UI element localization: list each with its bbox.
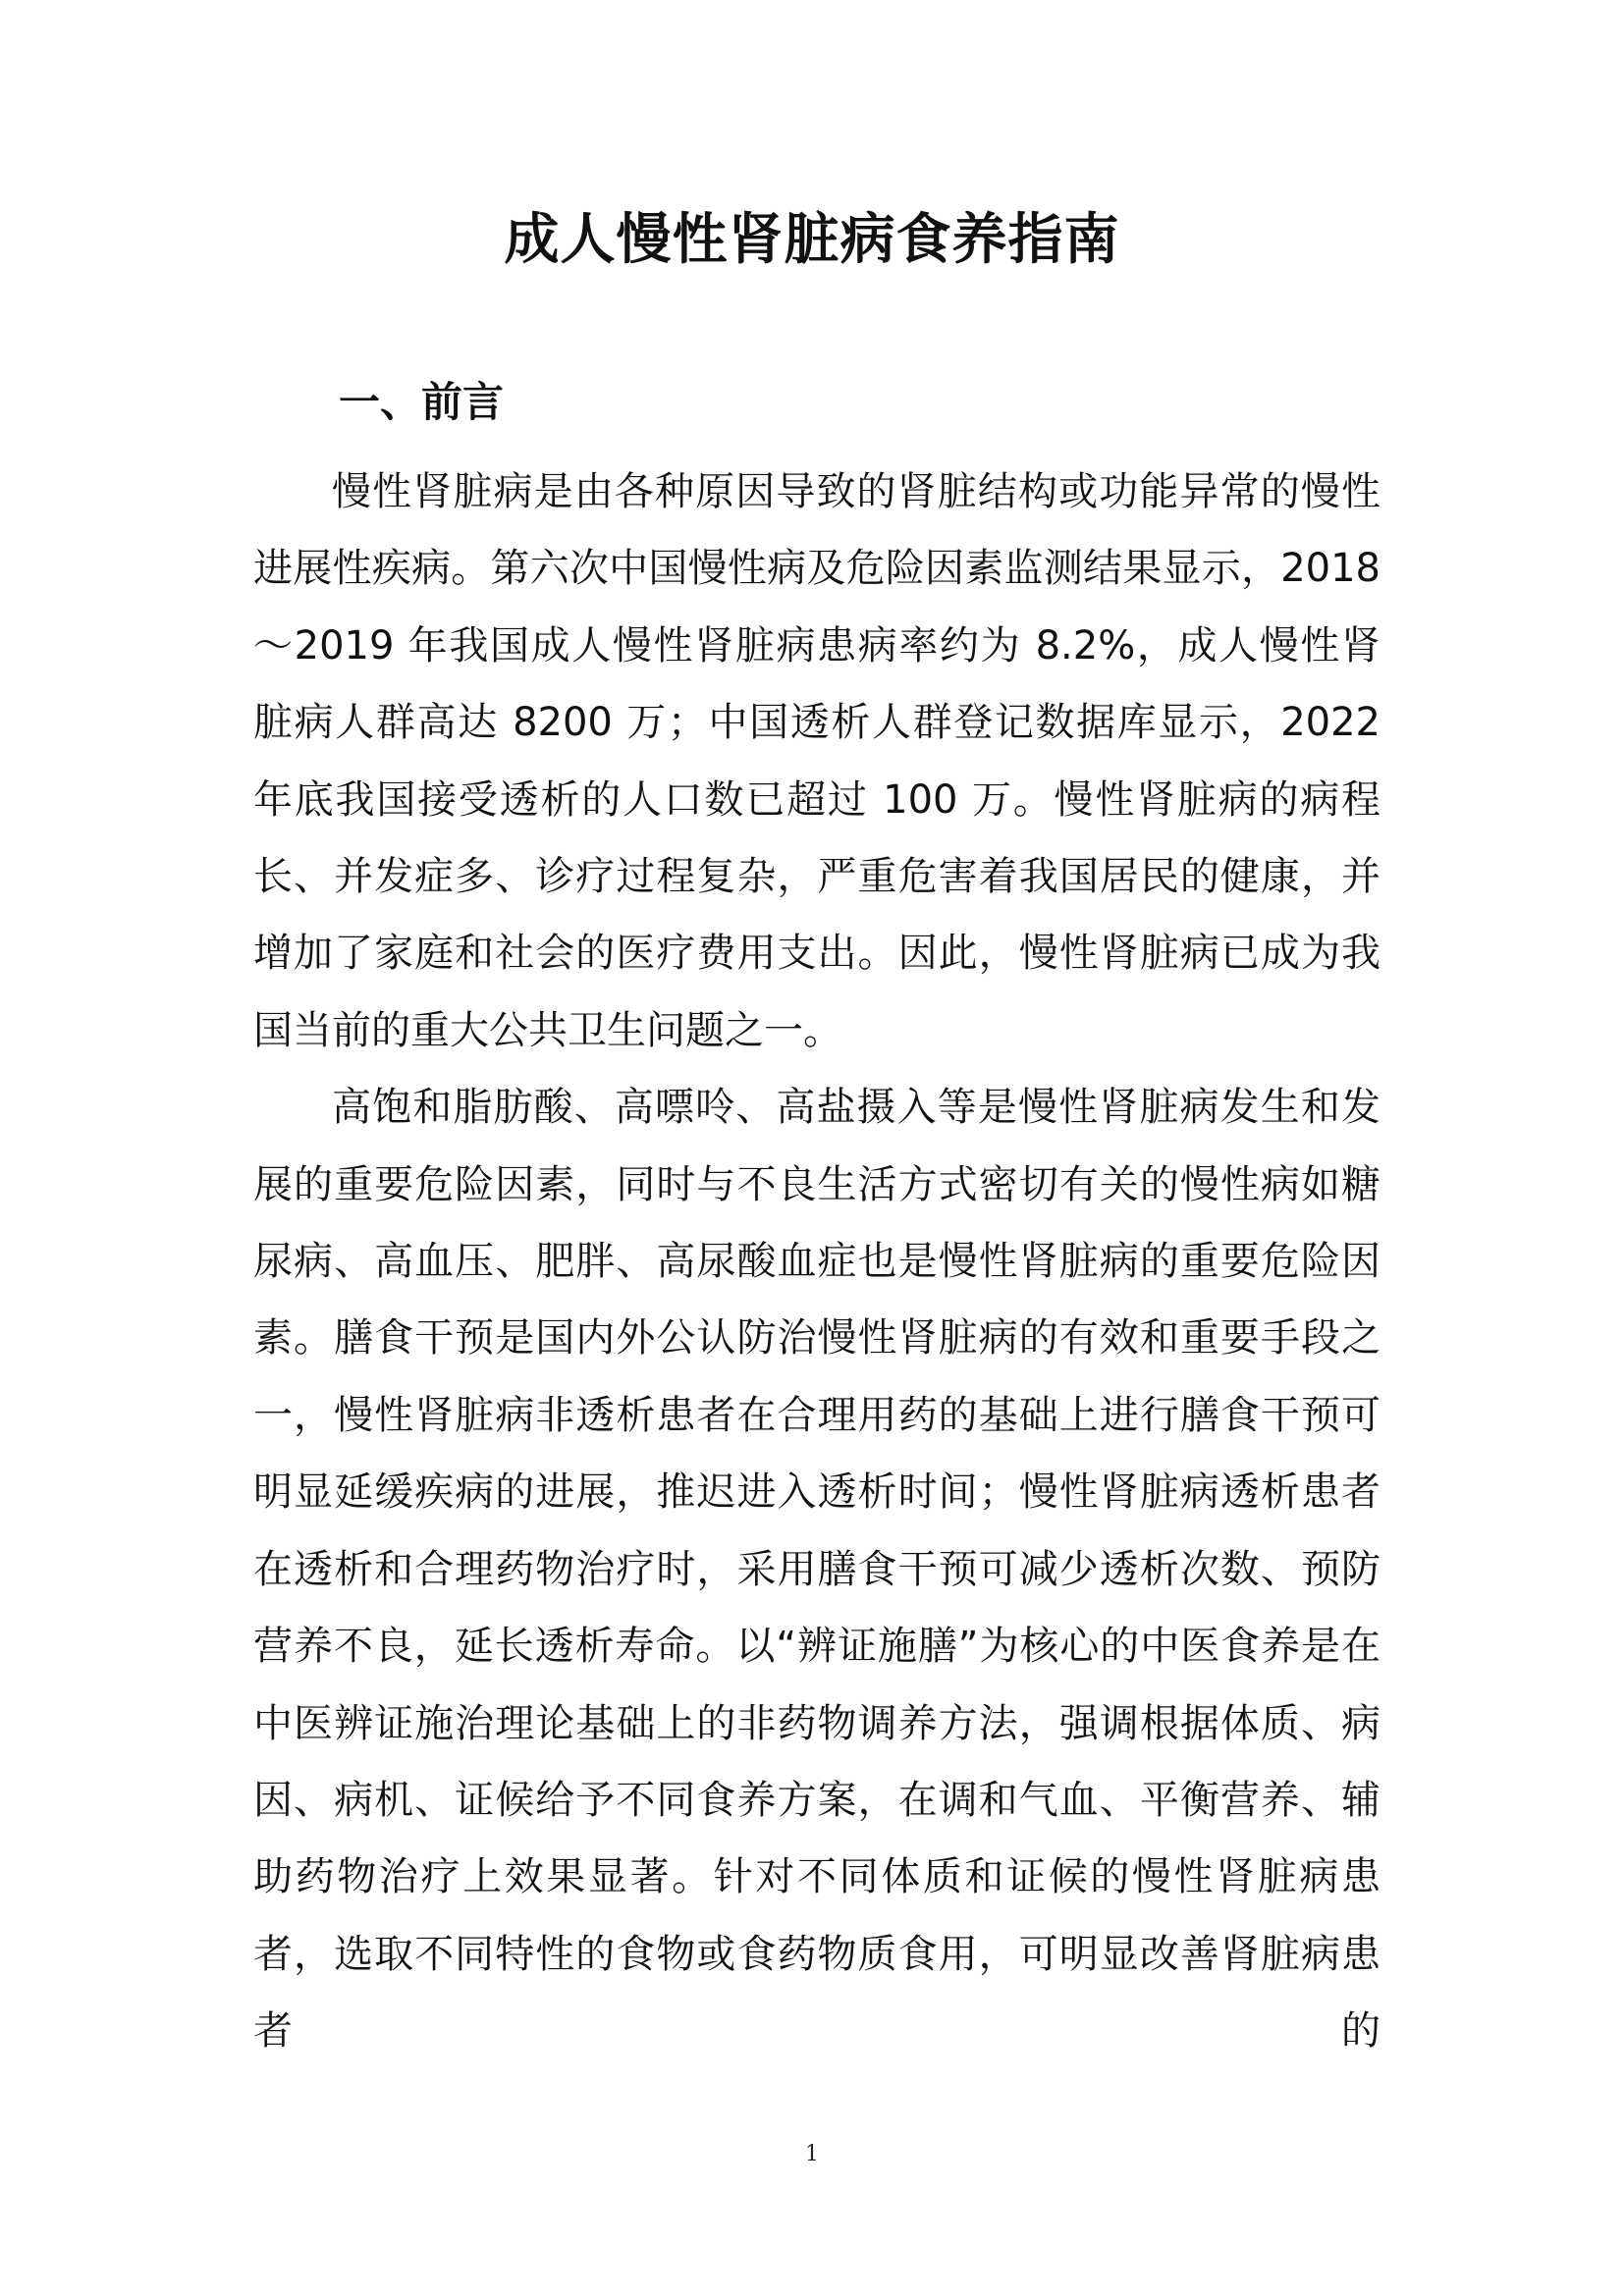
paragraph-1: 慢性肾脏病是由各种原因导致的肾脏结构或功能异常的慢性进展性疾病。第六次中国慢性病及危险因素监测结果显示，2018～2019 年我国成人慢性肾脏病患病率约为 8.2%，成人慢性肾脏病人群高达 8200 万；中国透析人群登记数据库显示，2022 年底我国接受透析的人口数已超过 100 万。慢性肾脏病的病程长、并发症多、诊疗过程复杂，严重危害着我国居民的健康，并增加了家庭和社会的医疗费用支出。因此，慢性肾脏病已成为我国当前的重大公共卫生问题之一。 (253, 469, 1380, 1053)
section-heading: 一、前言 (339, 378, 505, 426)
paragraph-2: 高饱和脂肪酸、高嘌呤、高盐摄入等是慢性肾脏病发生和发展的重要危险因素，同时与不良生活方式密切有关的慢性病如糖尿病、高血压、肥胖、高尿酸血症也是慢性肾脏病的重要危险因素。膳食干预是国内外公认防治慢性肾脏病的有效和重要手段之一，慢性肾脏病非透析患者在合理用药的基础上进行膳食干预可明显延缓疾病的进展，推迟进入透析时间；慢性肾脏病透析患者在透析和合理药物治疗时，采用膳食干预可减少透析次数、预防营养不良，延长透析寿命。以“辨证施膳”为核心的中医食养是在中医辨证施治理论基础上的非药物调养方法，强调根据体质、病因、病机、证候给予不同食养方案，在调和气血、平衡营养、辅助药物治疗上效果显著。针对不同体质和证候的慢性肾脏病患者，选取不同特性的食物或食药物质食用，可明显改善肾脏病患者的 (253, 1085, 1380, 2055)
page-number: 1 (805, 2142, 819, 2166)
body-text (253, 454, 1380, 2070)
document-title: 成人慢性肾脏病食养指南 (504, 208, 1120, 272)
